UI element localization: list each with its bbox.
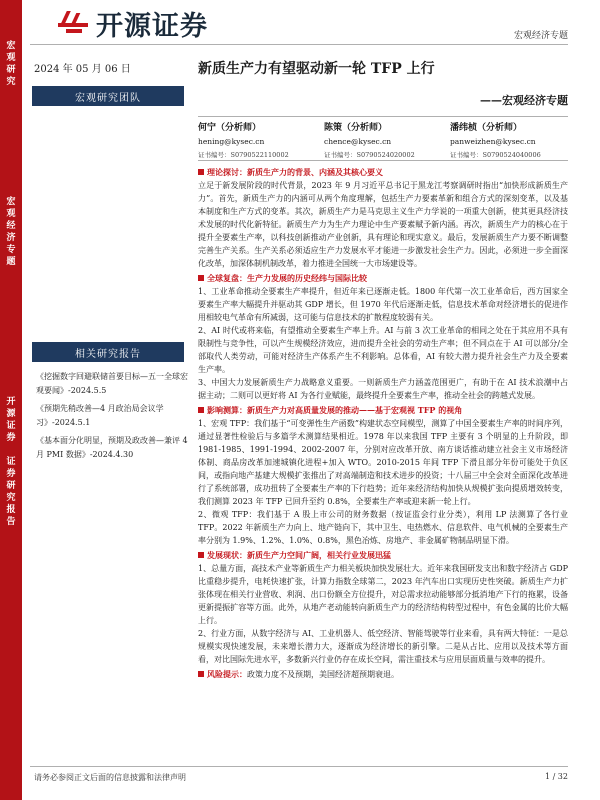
risk-heading: 风险提示： [207, 669, 247, 679]
logo-text: 开源证券 [96, 10, 208, 42]
author-cert: 证书编号：S0790524040006 [450, 151, 541, 159]
paragraph: 立足于新发展阶段的时代背景，2023 年 9 月习近平总书记于黑龙江考察调研时指出“加快形成新质生产力”。首先，新质生产力的内涵可从两个角度理解，包括生产力要素革新和组合方式的深刻变革，以及基本制度和生产方式的变革。其次，新质生产力是马克思主义生产力学说的一项重大创新，使其更具经济技术发展的时代化新特征。新质生产力为生产力理论中生产要素赋予新内涵。再次，新质生产力的核心在于提升全要素生产率，以科技创新推动产业创新，具有理论和现实意义。最后，发展新质生产力要不断调整完善生产关系。生产关系必须适应生产力发展水平才能进一步激发社会生产力。因此，必须进一步全面深化改革，加深体制机制改革，着力推进全国统一大市场建设等。 [198, 181, 568, 268]
related-reports-heading: 相关研究报告 [32, 342, 184, 362]
paragraph: 2、微观 TFP：我们基于 A 股上市公司的财务数据（按证监会行业分类），利用 LP 法测算了各行业 TFP。2022 年新质生产力向上、地产链向下，其中卫生、电热燃水、信息软件、电气机械的全要素生产率分别为 1.9%、1.2%、1.0%、0.8%，黑色冶炼、房地产、非金属矿物制品明显下滑。 [198, 510, 568, 545]
author-email[interactable]: chence@kysec.cn [324, 137, 392, 146]
side-label-char: 究 [6, 77, 16, 87]
bullet-square-icon [198, 552, 204, 558]
page-number: 1 / 32 [544, 772, 568, 781]
report-date: 2024 年 05 月 06 日 [34, 64, 131, 75]
side-label-char: 专 [6, 245, 16, 255]
section-heading: 发展现状：新质生产力空间广阔，相关行业发展迅猛 [207, 550, 391, 560]
author-cert: 证书编号：S0790522110002 [198, 151, 289, 159]
author-name: 何宁（分析师） [198, 123, 262, 133]
paragraph: 1、宏观 TFP：我们基于“可变弹性生产函数”构建状态空间模型，测算了中国全要素生产率的时间序列，通过显著性检验后与多篇学术测算结果相近。1978 年以来我国 TFP 主要有 3 个明显的上升阶段，即 1981-1985、1991-1994、2002-2007 年，分别对应改革开放、南方谈话推动建立社会主义市场经济体制、商品房改革加速城镇化进程+加入 WTO。2010-2015 年间 TFP 下滑且部分年份可能处于负区间，或指向地产基建大规模扩张推出了对高端制造和技术进步的投资；十八届三中全会对全面深化改革进行了系统部署，成功扭转了全要素生产率的下行趋势；近年来经济结构加快从规模扩张向提质增效转变，我们测算 2023 年 TFP 已回升至约 0.8%，全要素生产率或迎来新一轮上行。 [198, 419, 568, 506]
authors-divider-bottom [198, 160, 568, 161]
side-label-char: 观 [6, 53, 16, 63]
authors-divider-top [198, 116, 568, 117]
report-title: 新质生产力有望驱动新一轮 TFP 上行 [198, 61, 435, 77]
section-1 [198, 166, 568, 179]
author-card [198, 120, 316, 159]
related-report-link[interactable]: 《预期先稍改善—4 月政治局会议学习》-2024.5.1 [36, 404, 164, 427]
bullet-square-icon [198, 169, 204, 175]
report-type: 宏观经济专题 [513, 31, 568, 41]
side-label-char: 券 [6, 433, 16, 443]
author-list [198, 120, 568, 159]
author-card [324, 120, 442, 159]
side-label-char: 研 [6, 65, 16, 75]
section-2 [198, 272, 568, 285]
paragraph: 2、行业方面，从数字经济与 AI、工业机器人、低空经济、智能驾驶等行业来看，具有两大特征：一是总规模实现快速发展，未来增长潜力大，逐渐成为经济增长的新引擎。二是从占比、应用以及技术等方面看，对比国际先进水平，多数新兴行业仍存在成长空间，需注重技术与应用层面质量与效率的提升。 [198, 629, 568, 664]
paragraph: 1、工业革命推动全要素生产率提升，但近年来已逐渐走低。1800 年代第一次工业革命后，西方国家全要素生产率大幅提升并驱动其 GDP 增长，但 1970 年代后逐渐走低，信息技术革命对经济增长的促进作用相较电气革命有所减弱，这可能与信息技术的扩散程度较弱有关。 [198, 287, 568, 322]
side-label-char: 报 [6, 505, 16, 515]
author-email[interactable]: panweizhen@kysec.cn [450, 137, 536, 146]
side-label-char: 证 [6, 457, 16, 467]
paragraph: 3、中国大力发展新质生产力战略意义重要。一则新质生产力涵盖范围更广，有助于在 AI 技术浪潮中占据主动；二则可以更好将 AI 为各行业赋能，最终提升全要素生产率，推动全社会的跨越式发展。 [198, 378, 568, 400]
bullet-square-icon [198, 407, 204, 413]
logo-mark-icon [56, 9, 90, 37]
side-label-char: 济 [6, 233, 16, 243]
side-label-char: 观 [6, 209, 16, 219]
disclaimer-note: 请务必参阅正文后面的信息披露和法律声明 [34, 773, 186, 782]
related-report-link[interactable]: 《挖掘数字回避联储首要目标—五一全球宏观要闻》-2024.5.5 [36, 372, 188, 395]
header-divider [30, 44, 568, 45]
bullet-square-icon [198, 275, 204, 281]
author-email[interactable]: hening@kysec.cn [198, 137, 265, 146]
section-heading: 全球复盘：生产力发展的历史经纬与国际比较 [207, 273, 367, 283]
side-label-char: 经 [6, 221, 16, 231]
author-name: 陈策（分析师） [324, 123, 388, 133]
side-label-char: 开 [6, 397, 16, 407]
bullet-square-icon [198, 671, 204, 677]
side-label-char [2, 444, 20, 456]
author-name: 潘纬桢（分析师） [450, 123, 523, 133]
side-label-char: 宏 [6, 197, 16, 207]
report-subtitle: ——宏观经济专题 [480, 94, 568, 107]
related-report-link[interactable]: 《基本面分化明显，预期及政改善—兼评 4 月 PMI 数据》-2024.4.30 [36, 436, 188, 459]
side-label-char: 源 [6, 409, 16, 419]
paragraph: 1、总量方面，高技术产业等新质生产力相关板块加快发展壮大。近年来我国研发支出和数字经济占 GDP 比重稳步提升，电耗快速扩张，计算力指数全球第二，2023 年汽车出口实现历史性突破。新质生产力扩张体现在相关行业营收、利润、出口份额全方位提升，对总需求拉动能够部分抵消地产下行的拖累，设备更新提振扩容等方面。此外，从地产老动能转向新质生产力的经济结构转型过程中，有色金属的比价大幅上行。 [198, 564, 568, 625]
section-heading: 影响测算：新质生产力对高质量发展的推动——基于宏观视 TFP 的视角 [207, 405, 463, 415]
related-reports-list [36, 370, 190, 466]
side-label-char: 告 [6, 517, 16, 527]
risk-note [198, 668, 568, 681]
section-4 [198, 549, 568, 562]
side-label-top [2, 40, 20, 88]
side-label-mid [2, 196, 20, 268]
side-label-char: 券 [6, 469, 16, 479]
report-summary [198, 166, 568, 681]
side-label-char: 究 [6, 493, 16, 503]
side-label-char: 研 [6, 481, 16, 491]
company-logo [56, 6, 208, 40]
side-label-char: 宏 [6, 41, 16, 51]
footer-divider [30, 766, 568, 767]
side-label-bottom [2, 396, 20, 528]
paragraph: 2、AI 时代或将来临，有望推动全要素生产率上升。AI 与前 3 次工业革命的相同之处在于其应用不具有限制性与竞争性，可以产生规模经济效应，进而提升全社会的劳动生产率；但不同点在于 AI 可以部分/全部取代人类劳动，可能对经济生产体系产生不利影响。总体看，AI 有较大潜力提升社会生产力及全要素生产率。 [198, 326, 568, 374]
risk-text: 政策力度不及预期，美国经济超预期衰退。 [247, 670, 399, 679]
section-heading: 理论探讨：新质生产力的背景、内涵及其核心要义 [207, 167, 383, 177]
author-card [450, 120, 568, 159]
side-label-char: 证 [6, 421, 16, 431]
team-badge: 宏观研究团队 [32, 86, 184, 106]
author-cert: 证书编号：S0790524020002 [324, 151, 415, 159]
section-3 [198, 404, 568, 417]
side-label-char: 题 [6, 257, 16, 267]
